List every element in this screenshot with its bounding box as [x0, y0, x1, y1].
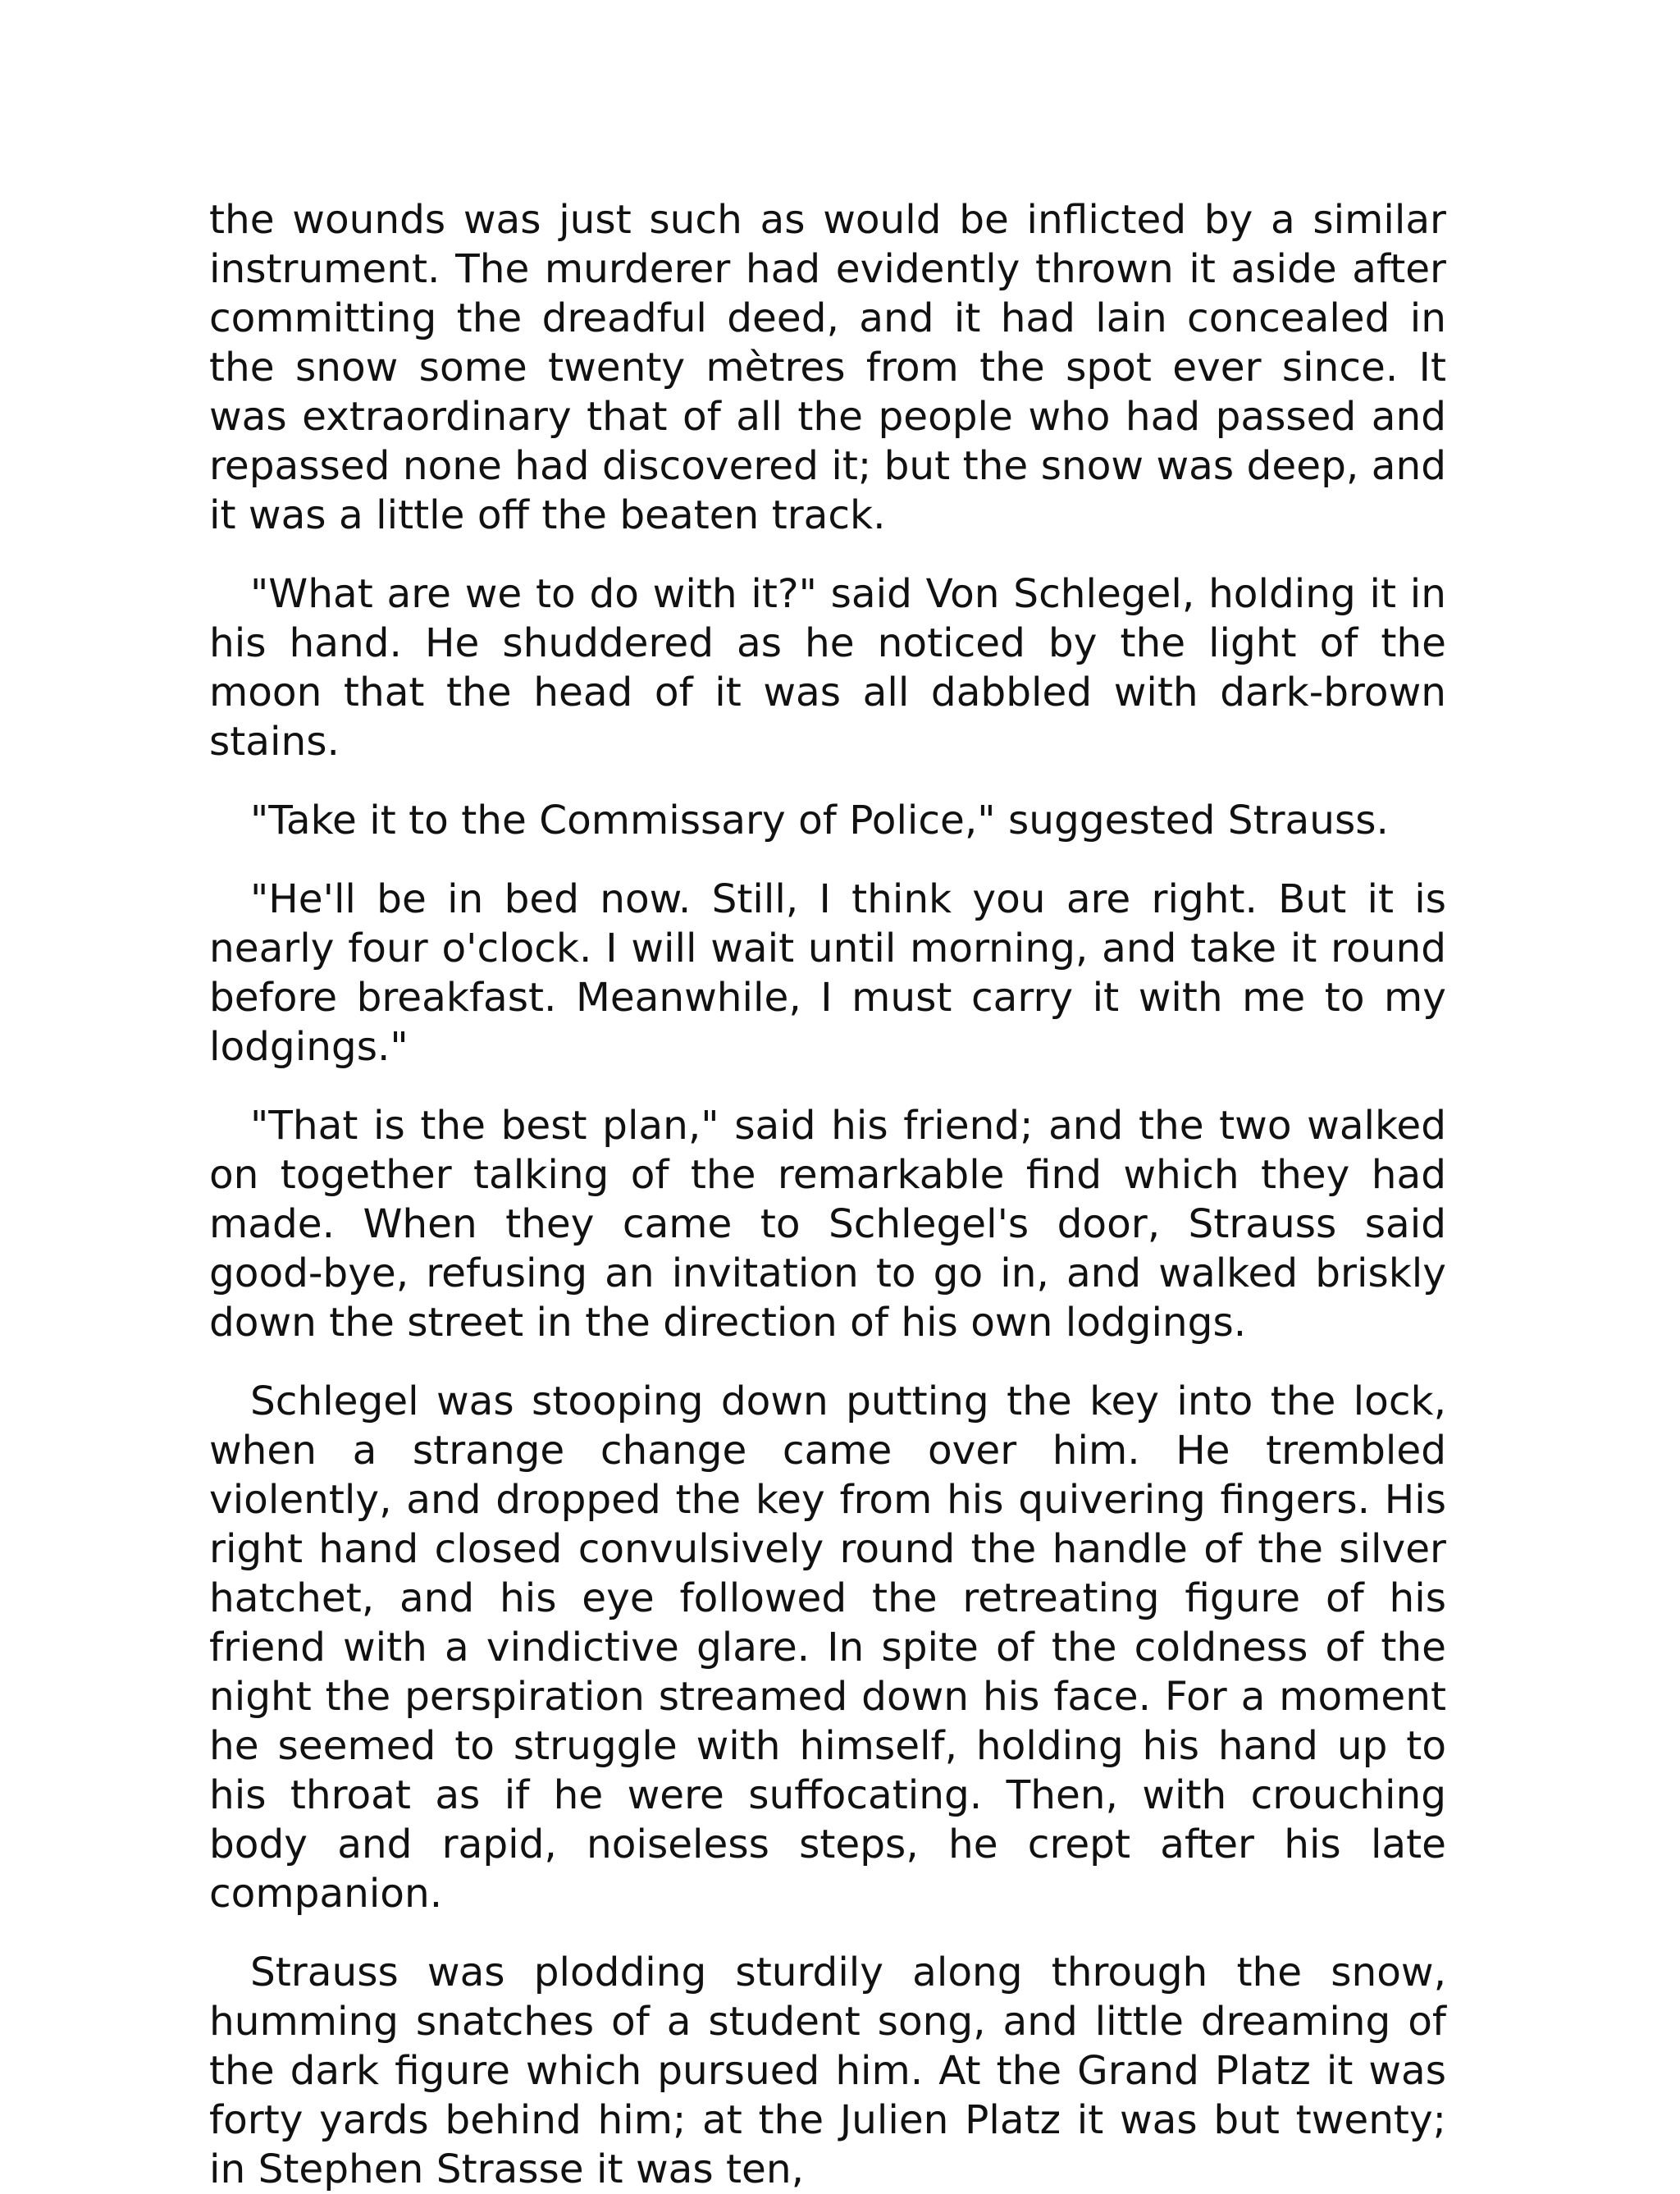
paragraph-4: "He'll be in bed now. Still, I think you are right. But it is nearly four o'clock. I will wait until morning, and take it round before breakfast. Meanwhile, I must carry it with me to my lodgings."	[209, 876, 1446, 1070]
paragraph-2: "What are we to do with it?" said Von Schlegel, holding it in his hand. He shuddered as he noticed by the light of the moon that the head of it was all dabbled with dark-brown stains.	[209, 571, 1446, 765]
page-text-block	[209, 195, 1446, 2194]
paragraph-5: "That is the best plan," said his friend; and the two walked on together talking of the remarkable find which they had made. When they came to Schlegel's door, Strauss said good-bye, refusing an invitation to go in, and walked briskly down the street in the direction of his own lodgings.	[209, 1103, 1446, 1346]
paragraph-1: the wounds was just such as would be inflicted by a similar instrument. The murderer had evidently thrown it aside after committing the dreadful deed, and it had lain concealed in the snow some twenty mètres from the spot ever since. It was extraordinary that of all the people who had passed and repassed none had discovered it; but the snow was deep, and it was a little off the beaten track.	[209, 197, 1446, 538]
paragraph-6: Schlegel was stooping down putting the key into the lock, when a strange change came over him. He trembled violently, and dropped the key from his quivering fingers. His right hand closed convulsively round the handle of the silver hatchet, and his eye followed the retreating figure of his friend with a vindictive glare. In spite of the coldness of the night the perspiration streamed down his face. For a moment he seemed to struggle with himself, holding his hand up to his throat as if he were suffocating. Then, with crouching body and rapid, noiseless steps, he crept after his late companion.	[209, 1378, 1446, 1917]
paragraph-3: "Take it to the Commissary of Police," suggested Strauss.	[250, 798, 1389, 843]
paragraph-7: Strauss was plodding sturdily along through the snow, humming snatches of a student song, and little dreaming of the dark figure which pursued him. At the Grand Platz it was forty yards behind him; at the Julien Platz it was but twenty; in Stephen Strasse it was ten,	[209, 1949, 1446, 2192]
